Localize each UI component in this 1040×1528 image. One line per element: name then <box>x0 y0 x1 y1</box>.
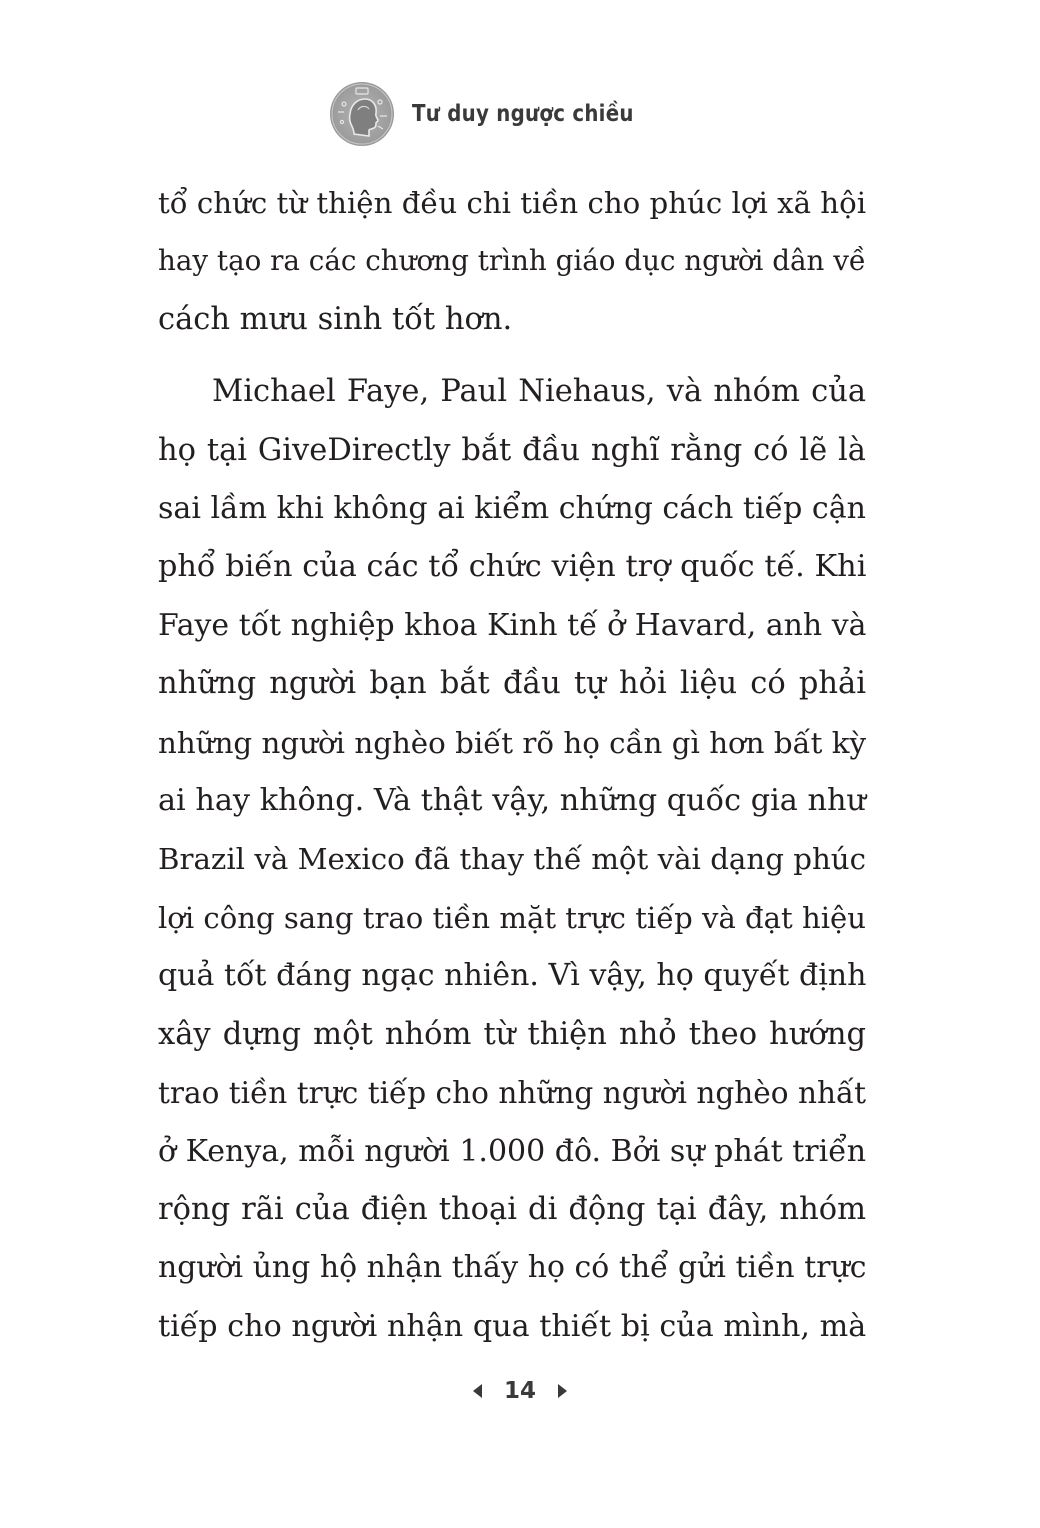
page-body <box>158 174 866 1356</box>
text-line: trao tiền trực tiếp cho những người nghèo nhất <box>158 1076 866 1111</box>
triangle-left-icon <box>473 1384 482 1398</box>
text-line: tiếp cho người nhận qua thiết bị của mình, mà <box>158 1308 867 1344</box>
text-line: phổ biến của các tổ chức viện trợ quốc tế. Khi <box>158 549 867 585</box>
text-line: xây dựng một nhóm từ thiện nhỏ theo hướng <box>158 1016 866 1052</box>
text-line: rộng rãi của điện thoại di động tại đây, nhóm <box>158 1191 866 1227</box>
page-footer <box>0 1378 1040 1404</box>
paragraph-1 <box>158 174 866 349</box>
text-line: những người bạn bắt đầu tự hỏi liệu có phải <box>158 666 866 702</box>
text-line: Brazil và Mexico đã thay thế một vài dạng phúc <box>158 842 867 877</box>
text-line: lợi công sang trao tiền mặt trực tiếp và đạt hiệu <box>158 900 866 935</box>
page-number: 14 <box>503 1378 536 1404</box>
text-line: những người nghèo biết rõ họ cần gì hơn bất kỳ <box>158 725 866 760</box>
text-line: người ủng hộ nhận thấy họ có thể gửi tiền trực <box>158 1250 867 1286</box>
text-line: sai lầm khi không ai kiểm chứng cách tiếp cận <box>158 491 867 527</box>
text-line: ai hay không. Và thật vậy, những quốc gia như <box>158 783 866 819</box>
book-title: Tư duy ngược chiều <box>412 101 634 127</box>
text-line: cách mưu sinh tốt hơn. <box>158 301 513 337</box>
head-silhouette-icon <box>330 82 394 146</box>
text-line: hay tạo ra các chương trình giáo dục người dân về <box>158 244 866 278</box>
text-line: Michael Faye, Paul Niehaus, và nhóm của <box>212 374 867 410</box>
text-line: ở Kenya, mỗi người 1.000 đô. Bởi sự phát triển <box>158 1133 867 1169</box>
text-line: họ tại GiveDirectly bắt đầu nghĩ rằng có lẽ là <box>158 432 866 468</box>
paragraph-2 <box>158 363 866 1356</box>
running-header <box>330 82 670 146</box>
text-line: Faye tốt nghiệp khoa Kinh tế ở Havard, anh và <box>158 607 867 643</box>
triangle-right-icon <box>558 1384 567 1398</box>
text-line: tổ chức từ thiện đều chi tiền cho phúc lợi xã hội <box>158 186 867 220</box>
text-line: quả tốt đáng ngạc nhiên. Vì vậy, họ quyết định <box>158 958 867 994</box>
